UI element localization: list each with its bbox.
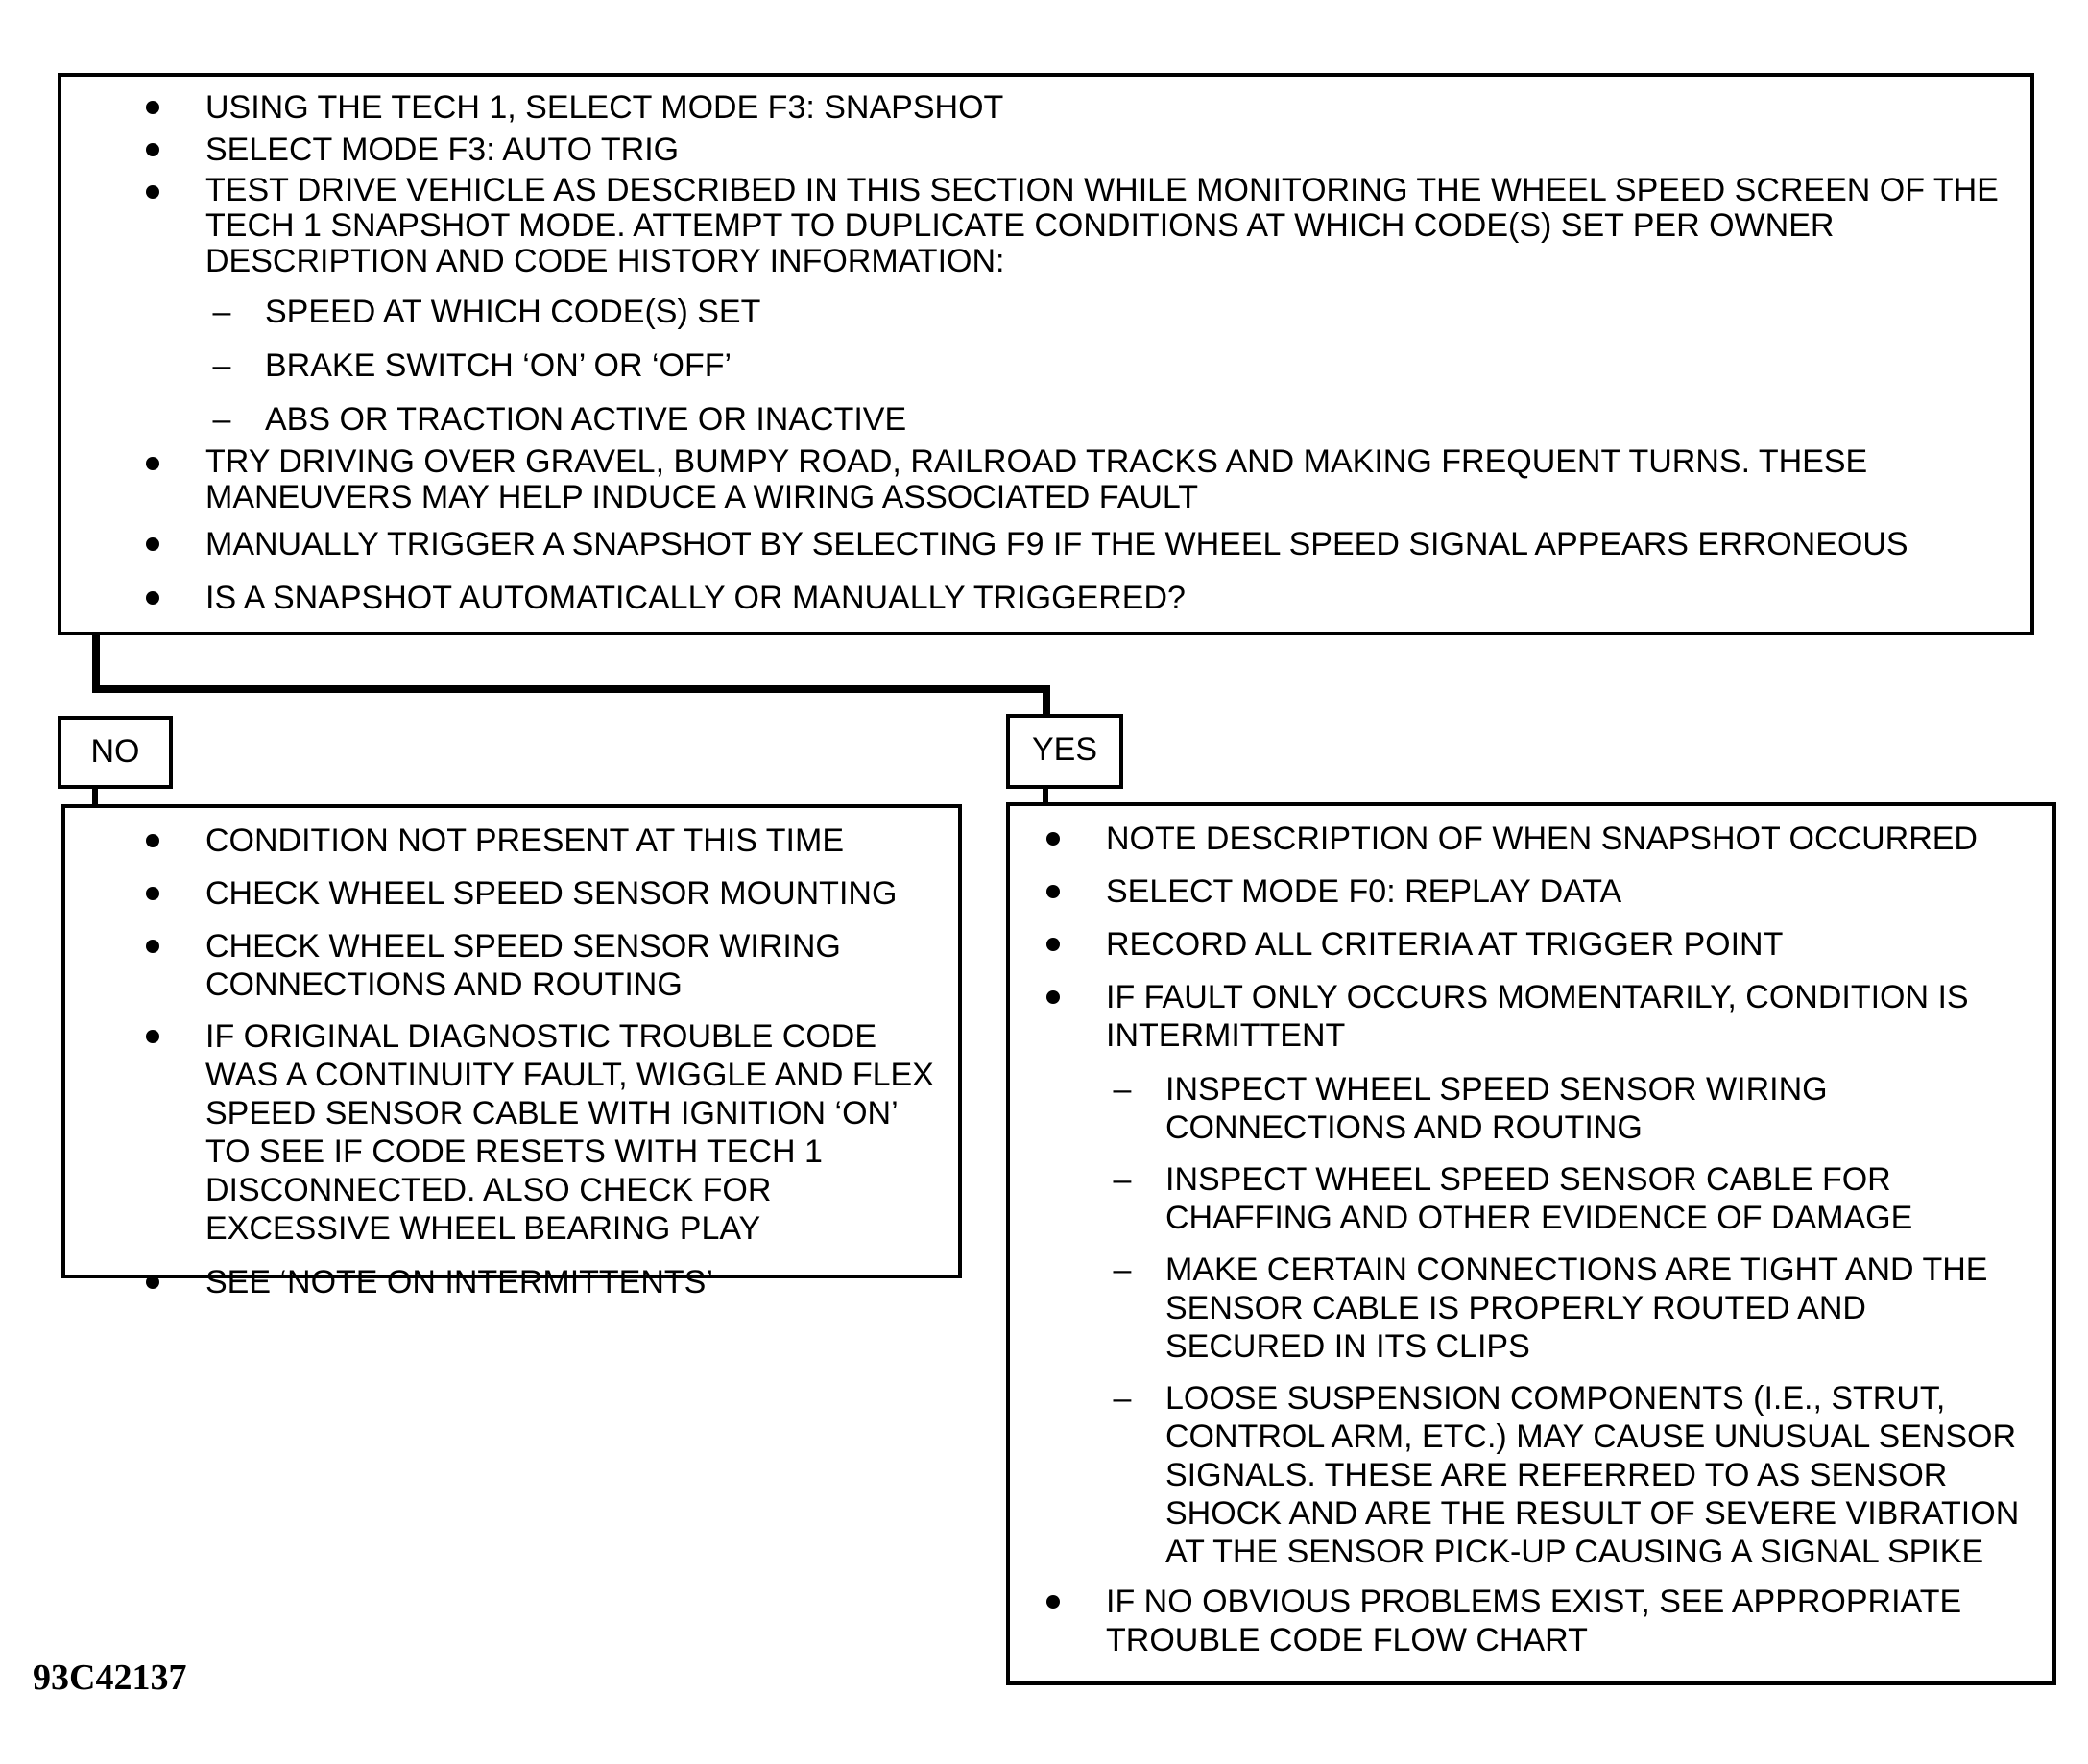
step-text: IF ORIGINAL DIAGNOSTIC TROUBLE CODE WAS A CONTINUITY FAULT, WIGGLE AND FLEX SPEED SENSOR CABLE WITH IGNITION ‘ON’ TO SEE IF CODE RESETS WITH TECH 1 DISCONNECTED. ALSO CHECK FOR EXCESSIVE WHEEL BEARING PLAY bbox=[205, 1018, 934, 1247]
bullet-icon bbox=[146, 591, 159, 605]
yes-step bbox=[1025, 1583, 2024, 1659]
bullet-icon bbox=[1046, 1595, 1060, 1609]
step-text: IF FAULT ONLY OCCURS MOMENTARILY, CONDITION IS INTERMITTENT bbox=[1106, 979, 1969, 1054]
bullet-icon bbox=[146, 940, 159, 953]
no-step bbox=[125, 822, 939, 860]
step-text: IF NO OBVIOUS PROBLEMS EXIST, SEE APPROPRIATE TROUBLE CODE FLOW CHART bbox=[1106, 1584, 1962, 1658]
yes-sub-step bbox=[1025, 1160, 2024, 1237]
top-step bbox=[125, 444, 2002, 515]
bullet-icon bbox=[1046, 990, 1060, 1004]
yes-step bbox=[1025, 925, 2024, 964]
yes-label: YES bbox=[1006, 714, 1123, 789]
connector-horizontal bbox=[92, 685, 1050, 693]
step-text: TRY DRIVING OVER GRAVEL, BUMPY ROAD, RAILROAD TRACKS AND MAKING FREQUENT TURNS. THESE MANEUVERS MAY HELP INDUCE A WIRING ASSOCIATED FAULT bbox=[205, 443, 1868, 515]
bullet-icon bbox=[146, 834, 159, 847]
yes-sub-step bbox=[1025, 1251, 2024, 1366]
step-text: CONDITION NOT PRESENT AT THIS TIME bbox=[205, 822, 844, 859]
connector-yes-drop bbox=[1043, 685, 1050, 716]
no-step bbox=[125, 1263, 939, 1301]
bullet-icon bbox=[146, 887, 159, 900]
step-text: IS A SNAPSHOT AUTOMATICALLY OR MANUALLY TRIGGERED? bbox=[205, 580, 1186, 616]
dash-icon: – bbox=[212, 401, 231, 438]
bullet-icon bbox=[146, 1275, 159, 1289]
bullet-icon bbox=[146, 143, 159, 156]
top-step bbox=[125, 131, 2002, 169]
figure-id: 93C42137 bbox=[33, 1657, 187, 1698]
yes-step bbox=[1025, 978, 2024, 1055]
no-label: NO bbox=[58, 716, 173, 789]
step-text: USING THE TECH 1, SELECT MODE F3: SNAPSHOT bbox=[205, 89, 1004, 126]
bullet-icon bbox=[1046, 885, 1060, 898]
no-step bbox=[125, 927, 939, 1004]
step-text: TEST DRIVE VEHICLE AS DESCRIBED IN THIS SECTION WHILE MONITORING THE WHEEL SPEED SCREEN OF THE TECH 1 SNAPSHOT MODE. ATTEMPT TO DUPLICATE CONDITIONS AT WHICH CODE(S) SET PER OWNER DESCRIPTION AND CODE HISTORY INFORMATION: bbox=[205, 172, 1999, 279]
step-text: NOTE DESCRIPTION OF WHEN SNAPSHOT OCCURRED bbox=[1106, 821, 1978, 857]
no-branch-box bbox=[61, 804, 962, 1300]
yes-step bbox=[1025, 820, 2024, 858]
dash-icon: – bbox=[212, 294, 231, 330]
sub-step-text: INSPECT WHEEL SPEED SENSOR CABLE FOR CHAFFING AND OTHER EVIDENCE OF DAMAGE bbox=[1165, 1161, 1913, 1236]
no-step bbox=[125, 874, 939, 913]
sub-step-text: ABS OR TRACTION ACTIVE OR INACTIVE bbox=[265, 401, 907, 438]
dash-icon: – bbox=[1113, 1161, 1132, 1198]
dash-icon: – bbox=[1113, 1380, 1132, 1417]
bullet-icon bbox=[146, 101, 159, 114]
step-text: CHECK WHEEL SPEED SENSOR MOUNTING bbox=[205, 875, 898, 912]
dash-icon: – bbox=[1113, 1071, 1132, 1108]
dash-icon: – bbox=[1113, 1251, 1132, 1288]
yes-sub-step bbox=[1025, 1379, 2024, 1571]
top-step bbox=[125, 88, 2002, 127]
connector-trunk bbox=[92, 635, 100, 693]
bullet-icon bbox=[146, 185, 159, 199]
step-text: SEE ‘NOTE ON INTERMITTENTS’ bbox=[205, 1264, 713, 1300]
step-text: RECORD ALL CRITERIA AT TRIGGER POINT bbox=[1106, 926, 1784, 963]
yes-step bbox=[1025, 872, 2024, 911]
no-step bbox=[125, 1017, 939, 1248]
yes-branch-box bbox=[1006, 802, 2056, 1685]
top-step bbox=[125, 525, 2002, 563]
bullet-icon bbox=[146, 537, 159, 551]
top-sub-step bbox=[125, 400, 2002, 439]
step-text: SELECT MODE F3: AUTO TRIG bbox=[205, 131, 680, 168]
sub-step-text: LOOSE SUSPENSION COMPONENTS (I.E., STRUT, CONTROL ARM, ETC.) MAY CAUSE UNUSUAL SENSOR SIGNALS. THESE ARE REFERRED TO AS SENSOR SHOCK AND ARE THE RESULT OF SEVERE VIBRATION AT THE SENSOR PICK-UP CAUSING A SIGNAL SPIKE bbox=[1165, 1380, 2020, 1570]
bullet-icon bbox=[1046, 938, 1060, 951]
top-step bbox=[125, 579, 2002, 617]
top-sub-step bbox=[125, 293, 2002, 331]
top-step-box bbox=[58, 73, 2034, 635]
bullet-icon bbox=[146, 1030, 159, 1043]
sub-step-text: SPEED AT WHICH CODE(S) SET bbox=[265, 294, 761, 330]
yes-sub-step bbox=[1025, 1070, 2024, 1147]
top-sub-step bbox=[125, 346, 2002, 385]
bullet-icon bbox=[1046, 832, 1060, 846]
top-step bbox=[125, 173, 2002, 279]
sub-step-text: MAKE CERTAIN CONNECTIONS ARE TIGHT AND THE SENSOR CABLE IS PROPERLY ROUTED AND SECURED IN ITS CLIPS bbox=[1165, 1251, 1988, 1365]
sub-step-text: INSPECT WHEEL SPEED SENSOR WIRING CONNECTIONS AND ROUTING bbox=[1165, 1071, 1828, 1146]
step-text: CHECK WHEEL SPEED SENSOR WIRING CONNECTIONS AND ROUTING bbox=[205, 928, 841, 1003]
step-text: MANUALLY TRIGGER A SNAPSHOT BY SELECTING F9 IF THE WHEEL SPEED SIGNAL APPEARS ERRONEOUS bbox=[205, 526, 1908, 562]
dash-icon: – bbox=[212, 347, 231, 384]
bullet-icon bbox=[146, 457, 159, 470]
step-text: SELECT MODE F0: REPLAY DATA bbox=[1106, 873, 1622, 910]
sub-step-text: BRAKE SWITCH ‘ON’ OR ‘OFF’ bbox=[265, 347, 732, 384]
